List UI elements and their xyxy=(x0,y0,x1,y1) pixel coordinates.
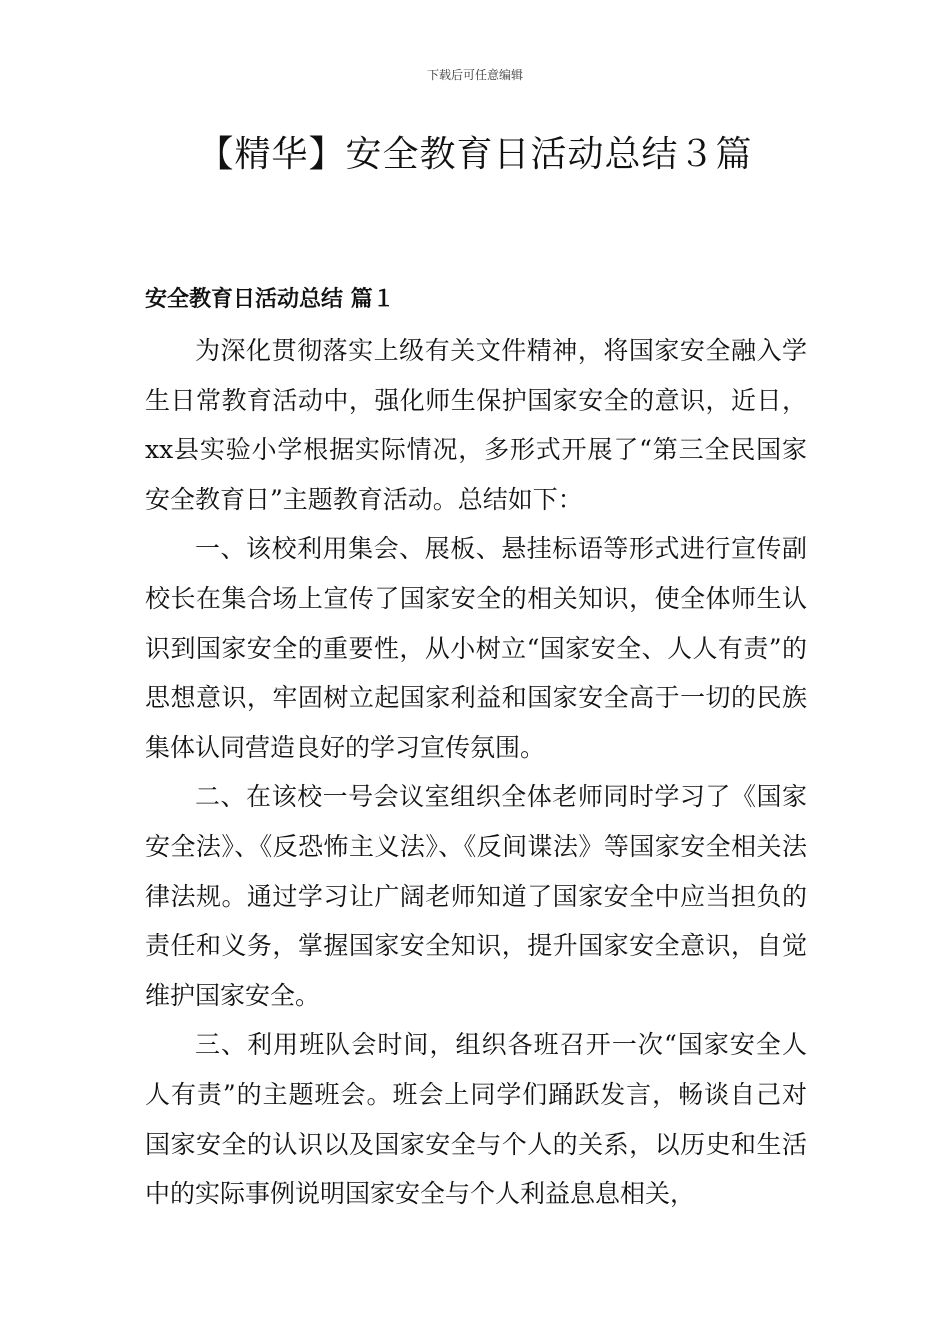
section-heading: 安全教育日活动总结 篇１ xyxy=(145,286,395,312)
paragraph-intro: 为深化贯彻落实上级有关文件精神，将国家安全融入学生日常教育活动中，强化师生保护国家安全的意识，近日，xx县实验小学根据实际情况，多形式开展了“第三全民国家安全教育日”主题教育活动。总结如下： xyxy=(145,336,807,514)
document-title: 【精华】安全教育日活动总结３篇 xyxy=(197,134,753,175)
paragraph-point-two: 二、在该校一号会议室组织全体老师同时学习了《国家安全法》、《反恐怖主义法》、《反间谍法》等国家安全相关法律法规。通过学习让广阔老师知道了国家安全中应当担负的责任和义务，掌握国家安全知识，提升国家安全意识，自觉维护国家安全。 xyxy=(145,782,807,1010)
paragraph-point-three: 三、利用班队会时间，组织各班召开一次“国家安全人人有责”的主题班会。班会上同学们踊跃发言，畅谈自己对国家安全的认识以及国家安全与个人的关系，以历史和生活中的实际事例说明国家安全与个人利益息息相关， xyxy=(145,1030,807,1209)
paragraph-point-one: 一、该校利用集会、展板、悬挂标语等形式进行宣传副校长在集合场上宣传了国家安全的相关知识，使全体师生认识到国家安全的重要性，从小树立“国家安全、人人有责”的思想意识，牢固树立起国家利益和国家安全高于一切的民族集体认同营造良好的学习宣传氛围。 xyxy=(145,534,807,762)
document-body xyxy=(145,326,807,1219)
header-note: 下载后可任意编辑 xyxy=(426,68,523,82)
